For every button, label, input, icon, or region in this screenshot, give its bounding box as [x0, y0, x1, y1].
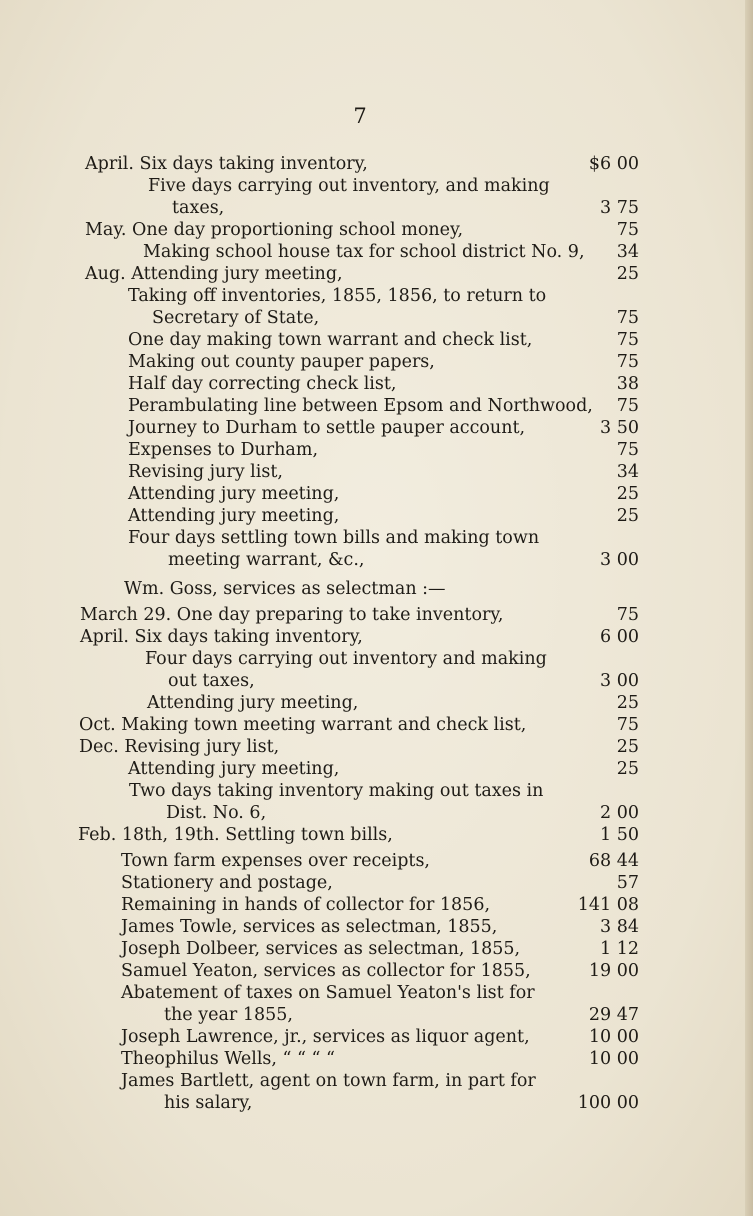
- line-description: Attending jury meeting,: [128, 506, 340, 526]
- ledger-line: [0, 285, 753, 307]
- ledger-line: [0, 505, 753, 527]
- line-amount: 75: [616, 396, 639, 416]
- line-amount: 25: [616, 693, 639, 713]
- ledger-line: [0, 670, 753, 692]
- page-number: 7: [353, 104, 367, 128]
- ledger-line: [0, 1004, 753, 1026]
- line-description: May. One day proportioning school money,: [85, 220, 464, 240]
- ledger-line: [0, 824, 753, 846]
- ledger-line: [0, 960, 753, 982]
- line-amount: 3 75: [600, 198, 639, 218]
- line-description: Aug. Attending jury meeting,: [85, 264, 343, 284]
- line-amount: 25: [616, 737, 639, 757]
- line-description: Joseph Lawrence, jr., services as liquor agent,: [121, 1027, 530, 1047]
- line-amount: 38: [616, 374, 639, 394]
- line-description: Secretary of State,: [152, 308, 320, 328]
- line-amount: 34: [616, 242, 639, 262]
- ledger-line: [0, 894, 753, 916]
- line-amount: 3 00: [600, 671, 639, 691]
- line-description: Samuel Yeaton, services as collector for 1855,: [121, 961, 531, 981]
- line-amount: 25: [616, 759, 639, 779]
- line-amount: 25: [616, 484, 639, 504]
- line-description: his salary,: [164, 1093, 253, 1113]
- ledger-line: [0, 736, 753, 758]
- line-description: April. Six days taking inventory,: [80, 627, 363, 647]
- ledger-line: [0, 626, 753, 648]
- line-description: Attending jury meeting,: [128, 484, 340, 504]
- line-amount: 1 50: [600, 825, 639, 845]
- ledger-line: [0, 483, 753, 505]
- ledger-line: [0, 916, 753, 938]
- ledger-line: [0, 1092, 753, 1114]
- line-description: out taxes,: [168, 671, 255, 691]
- line-description: Five days carrying out inventory, and making: [148, 176, 550, 196]
- ledger-line: [0, 872, 753, 894]
- line-amount: 2 00: [600, 803, 639, 823]
- line-amount: 10 00: [588, 1027, 639, 1047]
- line-description: Dec. Revising jury list,: [79, 737, 280, 757]
- ledger-line: [0, 604, 753, 626]
- line-amount: 68 44: [588, 851, 639, 871]
- ledger-line: [0, 648, 753, 670]
- ledger-line: [0, 527, 753, 549]
- line-description: Journey to Durham to settle pauper account,: [128, 418, 526, 438]
- line-description: Stationery and postage,: [121, 873, 333, 893]
- line-amount: 3 84: [600, 917, 639, 937]
- ledger-line: [0, 175, 753, 197]
- line-description: Expenses to Durham,: [128, 440, 319, 460]
- ledger-line: [0, 982, 753, 1004]
- ledger-line: [0, 714, 753, 736]
- line-amount: 3 50: [600, 418, 639, 438]
- line-description: Four days carrying out inventory and making: [145, 649, 547, 669]
- ledger-line: [0, 307, 753, 329]
- line-description: Remaining in hands of collector for 1856,: [121, 895, 491, 915]
- ledger-line: [0, 802, 753, 824]
- ledger-line: [0, 351, 753, 373]
- line-description: Feb. 18th, 19th. Settling town bills,: [78, 825, 393, 845]
- line-description: Perambulating line between Epsom and Northwood,: [128, 396, 593, 416]
- ledger-line: [0, 692, 753, 714]
- line-amount: 19 00: [588, 961, 639, 981]
- line-amount: 6 00: [600, 627, 639, 647]
- line-amount: 3 00: [600, 550, 639, 570]
- line-description: Attending jury meeting,: [147, 693, 359, 713]
- line-amount: 141 08: [577, 895, 639, 915]
- ledger-line: [0, 263, 753, 285]
- line-description: Taking off inventories, 1855, 1856, to return to: [128, 286, 547, 306]
- line-description: Making out county pauper papers,: [128, 352, 435, 372]
- line-description: Attending jury meeting,: [128, 759, 340, 779]
- line-description: Town farm expenses over receipts,: [121, 851, 430, 871]
- ledger-line: [0, 153, 753, 175]
- line-amount: 75: [616, 352, 639, 372]
- ledger-line: [0, 439, 753, 461]
- line-amount: 75: [616, 715, 639, 735]
- line-amount: 25: [616, 506, 639, 526]
- line-description: taxes,: [172, 198, 225, 218]
- line-amount: 75: [616, 330, 639, 350]
- line-amount: 57: [616, 873, 639, 893]
- line-description: meeting warrant, &c.,: [168, 550, 365, 570]
- ledger-line: [0, 1026, 753, 1048]
- line-description: Abatement of taxes on Samuel Yeaton's list for: [121, 983, 535, 1003]
- line-description: Joseph Dolbeer, services as selectman, 1855,: [121, 939, 521, 959]
- line-amount: 75: [616, 440, 639, 460]
- ledger-line: [0, 938, 753, 960]
- line-description: Making school house tax for school district No. 9,: [143, 242, 585, 262]
- line-description: Dist. No. 6,: [166, 803, 267, 823]
- line-description: James Bartlett, agent on town farm, in part for: [121, 1071, 536, 1091]
- line-description: Two days taking inventory making out taxes in: [129, 781, 544, 801]
- line-description: the year 1855,: [164, 1005, 293, 1025]
- ledger-line: [0, 461, 753, 483]
- line-description: March 29. One day preparing to take inventory,: [80, 605, 504, 625]
- ledger-line: [0, 780, 753, 802]
- line-description: One day making town warrant and check list,: [128, 330, 533, 350]
- line-amount: 1 12: [600, 939, 639, 959]
- line-amount: 75: [616, 605, 639, 625]
- ledger-line: [0, 329, 753, 351]
- ledger-line: [0, 850, 753, 872]
- ledger-line: [0, 395, 753, 417]
- line-amount: 29 47: [588, 1005, 639, 1025]
- line-amount: 75: [616, 308, 639, 328]
- ledger-line: [0, 549, 753, 571]
- ledger-line: [0, 373, 753, 395]
- ledger-line: [0, 417, 753, 439]
- line-amount: 100 00: [577, 1093, 639, 1113]
- line-amount: 75: [616, 220, 639, 240]
- line-description: Wm. Goss, services as selectman :—: [124, 579, 446, 599]
- ledger-line: [0, 578, 753, 600]
- line-amount: $6 00: [588, 154, 639, 174]
- line-description: Oct. Making town meeting warrant and check list,: [79, 715, 527, 735]
- line-description: April. Six days taking inventory,: [85, 154, 368, 174]
- line-description: Half day correcting check list,: [128, 374, 397, 394]
- line-description: Four days settling town bills and making town: [128, 528, 540, 548]
- ledger-line: [0, 241, 753, 263]
- line-amount: 10 00: [588, 1049, 639, 1069]
- line-description: James Towle, services as selectman, 1855,: [121, 917, 498, 937]
- line-amount: 34: [616, 462, 639, 482]
- ledger-line: [0, 219, 753, 241]
- line-description: Revising jury list,: [128, 462, 283, 482]
- ledger-line: [0, 758, 753, 780]
- ledger-line: [0, 1048, 753, 1070]
- line-description: Theophilus Wells, “ “ “ “: [121, 1049, 336, 1069]
- ledger-line: [0, 1070, 753, 1092]
- line-amount: 25: [616, 264, 639, 284]
- ledger-line: [0, 197, 753, 219]
